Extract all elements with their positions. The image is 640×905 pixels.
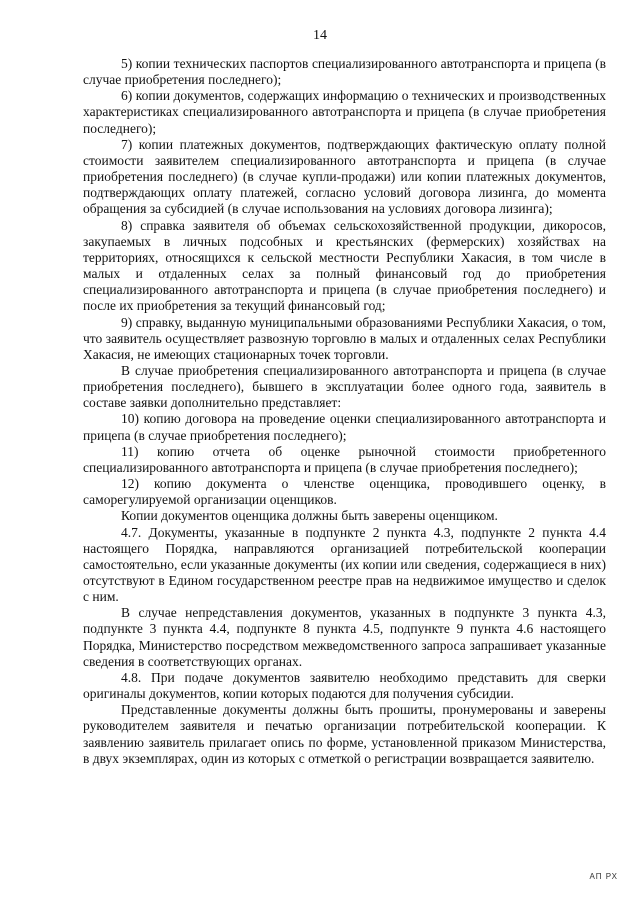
footer-mark: АП РХ <box>589 872 618 881</box>
item-9-paragraph: 9) справку, выданную муниципальными образованиями Республики Хакасия, о том, что заявитель осуществляет развозную торговлю в малых и отдаленных селах Республики Хакасия, не имеющих стационарных точек торговли. <box>83 314 606 362</box>
item-5-paragraph: 5) копии технических паспортов специализированного автотранспорта и прицепа (в случае приобретения последнего); <box>83 56 606 88</box>
document-body <box>83 56 606 767</box>
page-number: 14 <box>313 28 327 43</box>
item-10-paragraph: 10) копию договора на проведение оценки специализированного автотранспорта и прицепа (в случае приобретения последнего); <box>83 411 606 443</box>
section-4-8-paragraph: 4.8. При подаче документов заявителю необходимо представить для сверки оригиналы документов, копии которых подаются для получения субсидии. <box>83 669 606 702</box>
item-8-paragraph: 8) справка заявителя об объемах сельскохозяйственной продукции, дикоросов, закупаемых в личных подсобных и крестьянских (фермерских) хозяйствах на территориях, относящихся к сельской местности Республики Хакасия, в том числе в малых и отдаленных селах за полный финансовый год до приобретения специализированного автотранспорта и прицепа (в случае приобретения последнего) и после их приобретения за текущий финансовый год; <box>83 217 606 314</box>
non-submission-paragraph: В случае непредставления документов, указанных в подпункте 3 пункта 4.3, подпункте 3 пункта 4.4, подпункте 8 пункта 4.5, подпункте 9 пункта 4.6 настоящего Порядка, Министерство посредством межведомственного запроса запрашивает указанные сведения в соответствующих органах. <box>83 605 606 669</box>
bound-documents-paragraph: Представленные документы должны быть прошиты, пронумерованы и заверены руководителем заявителя и печатью организации потребительской кооперации. К заявлению заявитель прилагает опись по форме, установленной приказом Министерства, в двух экземплярах, один из которых с отметкой о регистрации возвращается заявителю. <box>83 702 606 766</box>
item-11-paragraph: 11) копию отчета об оценке рыночной стоимости приобретенного специализированного автотранспорта и прицепа (в случае приобретения последнего); <box>83 443 606 475</box>
item-12-paragraph: 12) копию документа о членстве оценщика, проводившего оценку, в саморегулируемой организации оценщиков. <box>83 476 606 508</box>
item-6-paragraph: 6) копии документов, содержащих информацию о технических и производственных характеристиках специализированного автотранспорта и прицепа (в случае приобретения последнего); <box>83 88 606 136</box>
used-vehicle-paragraph: В случае приобретения специализированного автотранспорта и прицепа (в случае приобретения последнего), бывшего в эксплуатации более одного года, заявитель в составе заявки дополнительно представляет: <box>83 362 606 411</box>
section-4-7-paragraph: 4.7. Документы, указанные в подпункте 2 пункта 4.3, подпункте 2 пункта 4.4 настоящего Порядка, направляются организацией потребительской кооперации самостоятельно, если указанные документы (их копии или сведения, содержащиеся в них) отсутствуют в Едином государственном реестре прав на недвижимое имущество и сделок с ним. <box>83 524 606 605</box>
appraiser-copies-paragraph: Копии документов оценщика должны быть заверены оценщиком. <box>121 508 498 524</box>
item-7-paragraph: 7) копии платежных документов, подтверждающих фактическую оплату полной стоимости заявителем специализированного автотранспорта и прицепа (в случае приобретения последнего) (в случае купли-продажи) или копии платежных документов, подтверждающих оплату платежей, согласно условий договора лизинга, до момента обращения за субсидией (в случае использования на условиях договора лизинга); <box>83 136 606 217</box>
